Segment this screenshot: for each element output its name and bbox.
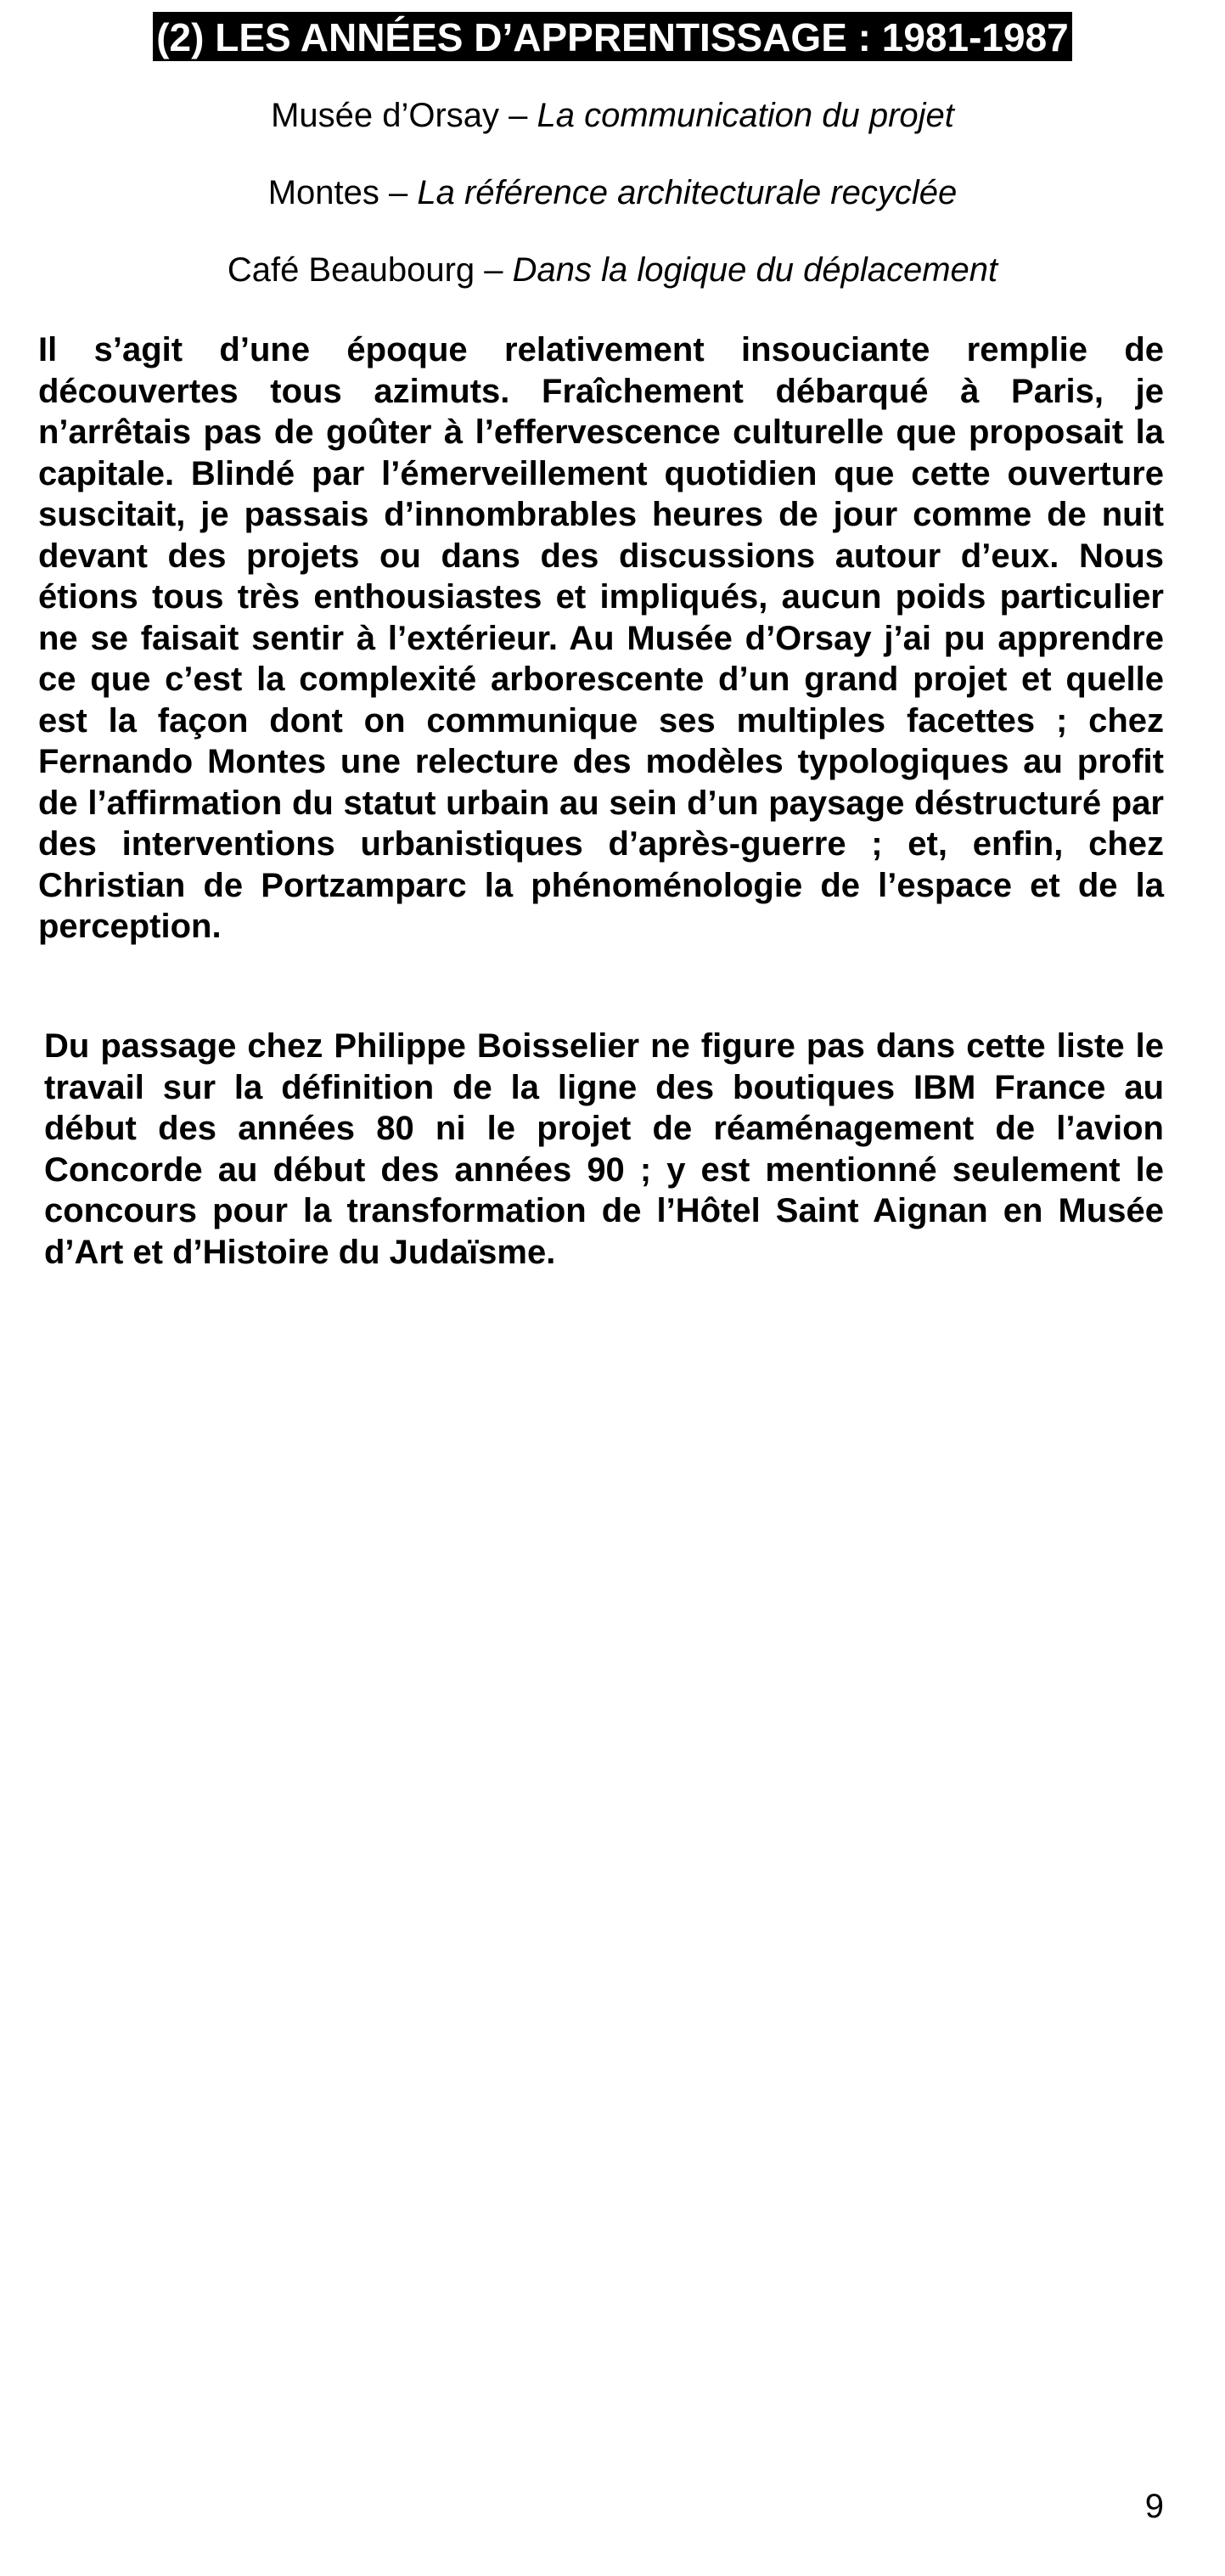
project-separator: – (379, 174, 418, 211)
project-name: Café Beaubourg (227, 251, 475, 289)
project-name: Montes (267, 174, 379, 211)
page-number: 9 (1144, 2488, 1164, 2525)
body-paragraph-boisselier: Du passage chez Philippe Boisselier ne figure pas dans cette liste le travail sur la définition de la ligne des boutiques IBM France au début des années 80 ni le projet de réaménagement de l’avion Concorde au début des années 90 ; y est mentionné seulement le concours pour la transformation de l’Hôtel Saint Aignan en Musée d’Art et d’Histoire du Judaïsme. (44, 1027, 1164, 1271)
body-paragraph-intro: Il s’agit d’une époque relativement insouciante remplie de découvertes tous azimuts. Fraîchement débarqué à Paris, je n’arrêtais pas de goûter à l’effervescence culturelle que proposait la capitale. Blindé par l’émerveillement quotidien que cette ouverture suscitait, je passais d’innombrables heures de jour comme de nuit devant des projets ou dans des discussions autour d’eux. Nous étions tous très enthousiastes et impliqués, aucun poids particulier ne se faisait sentir à l’extérieur. Au Musée d’Orsay j’ai pu apprendre ce que c’est la complexité arborescente d’un grand projet et quelle est la façon dont on communique ses multiples facettes ; chez Fernando Montes une relecture des modèles typologiques au profit de l’affirmation du statut urbain au sein d’un paysage déstructuré par des interventions urbanistiques d’après-guerre ; et, enfin, chez Christian de Portzamparc la phénoménologie de l’espace et de la perception. (38, 331, 1164, 945)
project-line-orsay (0, 95, 1225, 136)
project-separator: – (475, 251, 513, 289)
project-name: Musée d’Orsay (271, 97, 500, 134)
page-title-wrapper (0, 12, 1225, 61)
project-description: Dans la logique du déplacement (512, 251, 998, 289)
project-description: La communication du projet (537, 97, 954, 134)
project-separator: – (499, 97, 537, 134)
project-line-montes (0, 172, 1225, 213)
page-title: (2) LES ANNÉES D’APPRENTISSAGE : 1981-1987 (153, 12, 1072, 61)
project-line-cafe-beaubourg (0, 250, 1225, 290)
project-description: La référence architecturale recyclée (417, 174, 958, 211)
